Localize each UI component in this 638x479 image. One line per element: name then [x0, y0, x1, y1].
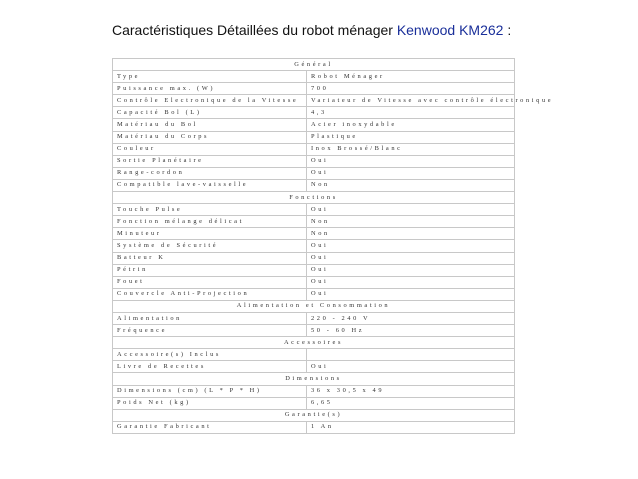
table-row — [113, 167, 515, 179]
table-row — [113, 288, 515, 300]
spec-value — [307, 349, 515, 361]
spec-label: Pétrin — [113, 264, 307, 276]
brand-link[interactable]: Kenwood KM262 — [396, 22, 504, 38]
table-row — [113, 179, 515, 191]
spec-label: Matériau du Bol — [113, 119, 307, 131]
title-prefix: Caractéristiques Détaillées du robot ménager — [112, 22, 397, 38]
table-row — [113, 107, 515, 119]
spec-value: Oui — [307, 264, 515, 276]
table-row — [113, 264, 515, 276]
spec-value: Oui — [307, 167, 515, 179]
spec-value: Oui — [307, 252, 515, 264]
spec-label: Fréquence — [113, 325, 307, 337]
section-title: Alimentation et Consommation — [113, 300, 515, 312]
table-row — [113, 216, 515, 228]
table-row — [113, 361, 515, 373]
spec-label: Touche Pulse — [113, 204, 307, 216]
spec-value: Oui — [307, 240, 515, 252]
section-title: Général — [113, 59, 515, 71]
spec-value: 6,65 — [307, 397, 515, 409]
spec-label: Alimentation — [113, 312, 307, 324]
specifications-table — [112, 58, 554, 434]
section-title: Dimensions — [113, 373, 515, 385]
page-title — [112, 22, 511, 38]
spec-value: Acier inoxydable — [307, 119, 515, 131]
table-row — [113, 95, 515, 107]
table-row — [113, 312, 515, 324]
spec-label: Fonction mélange délicat — [113, 216, 307, 228]
table-row — [113, 397, 515, 409]
spec-label: Sortie Planétaire — [113, 155, 307, 167]
spec-label: Contrôle Electronique de la Vitesse — [113, 95, 307, 107]
table-row — [113, 325, 515, 337]
spec-label: Compatible lave-vaisselle — [113, 179, 307, 191]
table-row — [113, 155, 515, 167]
spec-label: Range-cordon — [113, 167, 307, 179]
spec-label: Puissance max. (W) — [113, 83, 307, 95]
spec-value: Inox Brossé/Blanc — [307, 143, 515, 155]
spec-value: Non — [307, 228, 515, 240]
spec-value: 4,3 — [307, 107, 515, 119]
section-title: Garantie(s) — [113, 409, 515, 421]
section-title: Fonctions — [113, 192, 515, 204]
table-row — [113, 349, 515, 361]
spec-label: Minuteur — [113, 228, 307, 240]
section-header-row — [113, 192, 515, 204]
table-row — [113, 276, 515, 288]
spec-label: Livre de Recettes — [113, 361, 307, 373]
spec-label: Fouet — [113, 276, 307, 288]
spec-value: Non — [307, 216, 515, 228]
spec-value: 220 - 240 V — [307, 312, 515, 324]
table-row — [113, 71, 515, 83]
spec-value: Plastique — [307, 131, 515, 143]
spec-value: 50 - 60 Hz — [307, 325, 515, 337]
specifications-body — [113, 59, 554, 434]
spec-value: 1 An — [307, 421, 515, 433]
table-row — [113, 204, 515, 216]
table-row — [113, 83, 515, 95]
table-row — [113, 240, 515, 252]
table-row — [113, 228, 515, 240]
table-row — [113, 119, 515, 131]
spec-value: Oui — [307, 155, 515, 167]
spec-label: Capacité Bol (L) — [113, 107, 307, 119]
spec-value: Robot Ménager — [307, 71, 515, 83]
table-row — [113, 131, 515, 143]
spec-value: Oui — [307, 288, 515, 300]
spec-label: Couleur — [113, 143, 307, 155]
spec-value: 700 — [307, 83, 515, 95]
spec-label: Couvercle Anti-Projection — [113, 288, 307, 300]
spec-value: Oui — [307, 361, 515, 373]
spec-label: Accessoire(s) Inclus — [113, 349, 307, 361]
spec-label: Système de Sécurité — [113, 240, 307, 252]
section-header-row — [113, 337, 515, 349]
spec-label: Garantie Fabricant — [113, 421, 307, 433]
spec-value: Non — [307, 179, 515, 191]
spec-label: Dimensions (cm) (L * P * H) — [113, 385, 307, 397]
spec-value: 36 x 30,5 x 49 — [307, 385, 515, 397]
spec-label: Batteur K — [113, 252, 307, 264]
spec-value: Variateur de Vitesse avec contrôle électronique — [307, 95, 515, 107]
section-header-row — [113, 300, 515, 312]
title-suffix: : — [503, 22, 512, 38]
table-row — [113, 385, 515, 397]
spec-label: Type — [113, 71, 307, 83]
table-row — [113, 421, 515, 433]
spec-value: Oui — [307, 204, 515, 216]
section-header-row — [113, 409, 515, 421]
spec-label: Matériau du Corps — [113, 131, 307, 143]
spec-label: Poids Net (kg) — [113, 397, 307, 409]
table-row — [113, 143, 515, 155]
section-header-row — [113, 373, 515, 385]
section-title: Accessoires — [113, 337, 515, 349]
table-row — [113, 252, 515, 264]
section-header-row — [113, 59, 515, 71]
spec-value: Oui — [307, 276, 515, 288]
